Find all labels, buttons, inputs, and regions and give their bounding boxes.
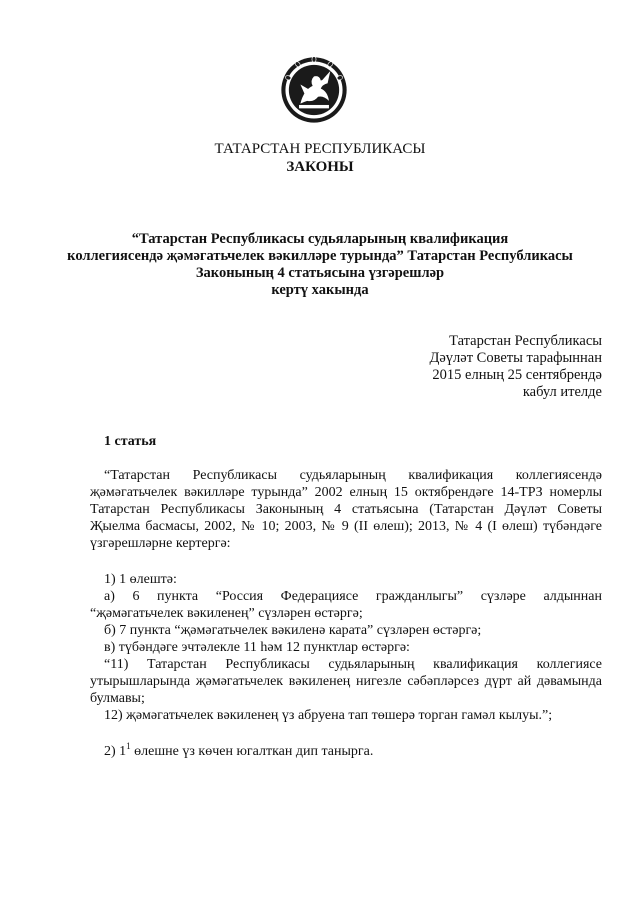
article-heading: 1 статья [104, 434, 157, 449]
title-line-2: коллегиясендә җәмәгатьчелек вәкилләре турында” Татарстан Республикасы [67, 248, 573, 264]
part1-label: 1) 1 өлештә: [104, 572, 177, 587]
tatarstan-coat-of-arms-icon [280, 56, 348, 124]
part2-prefix: 2) 1 [104, 744, 127, 759]
title-line-4: кертү хакында [271, 282, 369, 298]
item-b: б) 7 пункта “җәмәгатьчелек вәкиленә карата” сүзләрен өстәргә; [104, 623, 482, 638]
intro-line-5: үзгәрешләрне кертергә: [90, 536, 231, 551]
intro-line-1: “Татарстан Республикасы судьяларының квалификация коллегиясендә [104, 468, 602, 483]
intro-line-2: җәмәгатьчелек вәкилләре турында” 2002 елның 15 октябрендәге 14-ТРЗ номерлы [90, 485, 602, 500]
point11-line-3: булмавы; [90, 691, 145, 706]
point11-line-2: утырышларында җәмәгатьчелек вәкиленең нигезле сәбәпләрсез дүрт ай дәвамында [90, 674, 602, 689]
title-line-3: Законының 4 статьясына үзгәрешләр [195, 265, 445, 281]
adoption-line-3: 2015 елның 25 сентябрендә [432, 367, 602, 383]
title-line-1: “Татарстан Республикасы судьяларының квалификация [131, 231, 509, 247]
part2 [104, 743, 373, 760]
point12: 12) җәмәгатьчелек вәкиленең үз абруена тап төшерә торган гамәл кылуы.”; [104, 708, 553, 723]
point11-line-1: “11) Татарстан Республикасы судьяларының квалификация коллегиясе [104, 657, 602, 672]
republic-name: ТАТАРСТАН РЕСПУБЛИКАСЫ [214, 141, 426, 157]
intro-line-4: Җыелма басмасы, 2002, № 10; 2003, № 9 (II өлеш); 2013, № 4 (I өлеш) түбәндәге [90, 519, 602, 534]
part2-suffix: өлешне үз көчен югалткан дип танырга. [130, 744, 374, 759]
item-v: в) түбәндәге эчтәлекле 11 һәм 12 пунктлар өстәргә: [104, 640, 410, 655]
item-a-line-1: а) 6 пункта “Россия Федерациясе гражданлыгы” сүзләре алдыннан [104, 589, 602, 604]
item-a-line-2: “җәмәгатьчелек вәкиленең” сүзләрен өстәргә; [90, 606, 363, 621]
law-label: ЗАКОНЫ [286, 159, 354, 175]
intro-line-3: Татарстан Республикасы Законының 4 статьясына (Татарстан Дәүләт Советы [90, 502, 602, 517]
adoption-line-4: кабул ителде [522, 384, 602, 400]
part2-sup: 1 [126, 741, 131, 751]
adoption-line-2: Дәүләт Советы тарафыннан [429, 350, 602, 366]
adoption-line-1: Татарстан Республикасы [449, 333, 602, 349]
